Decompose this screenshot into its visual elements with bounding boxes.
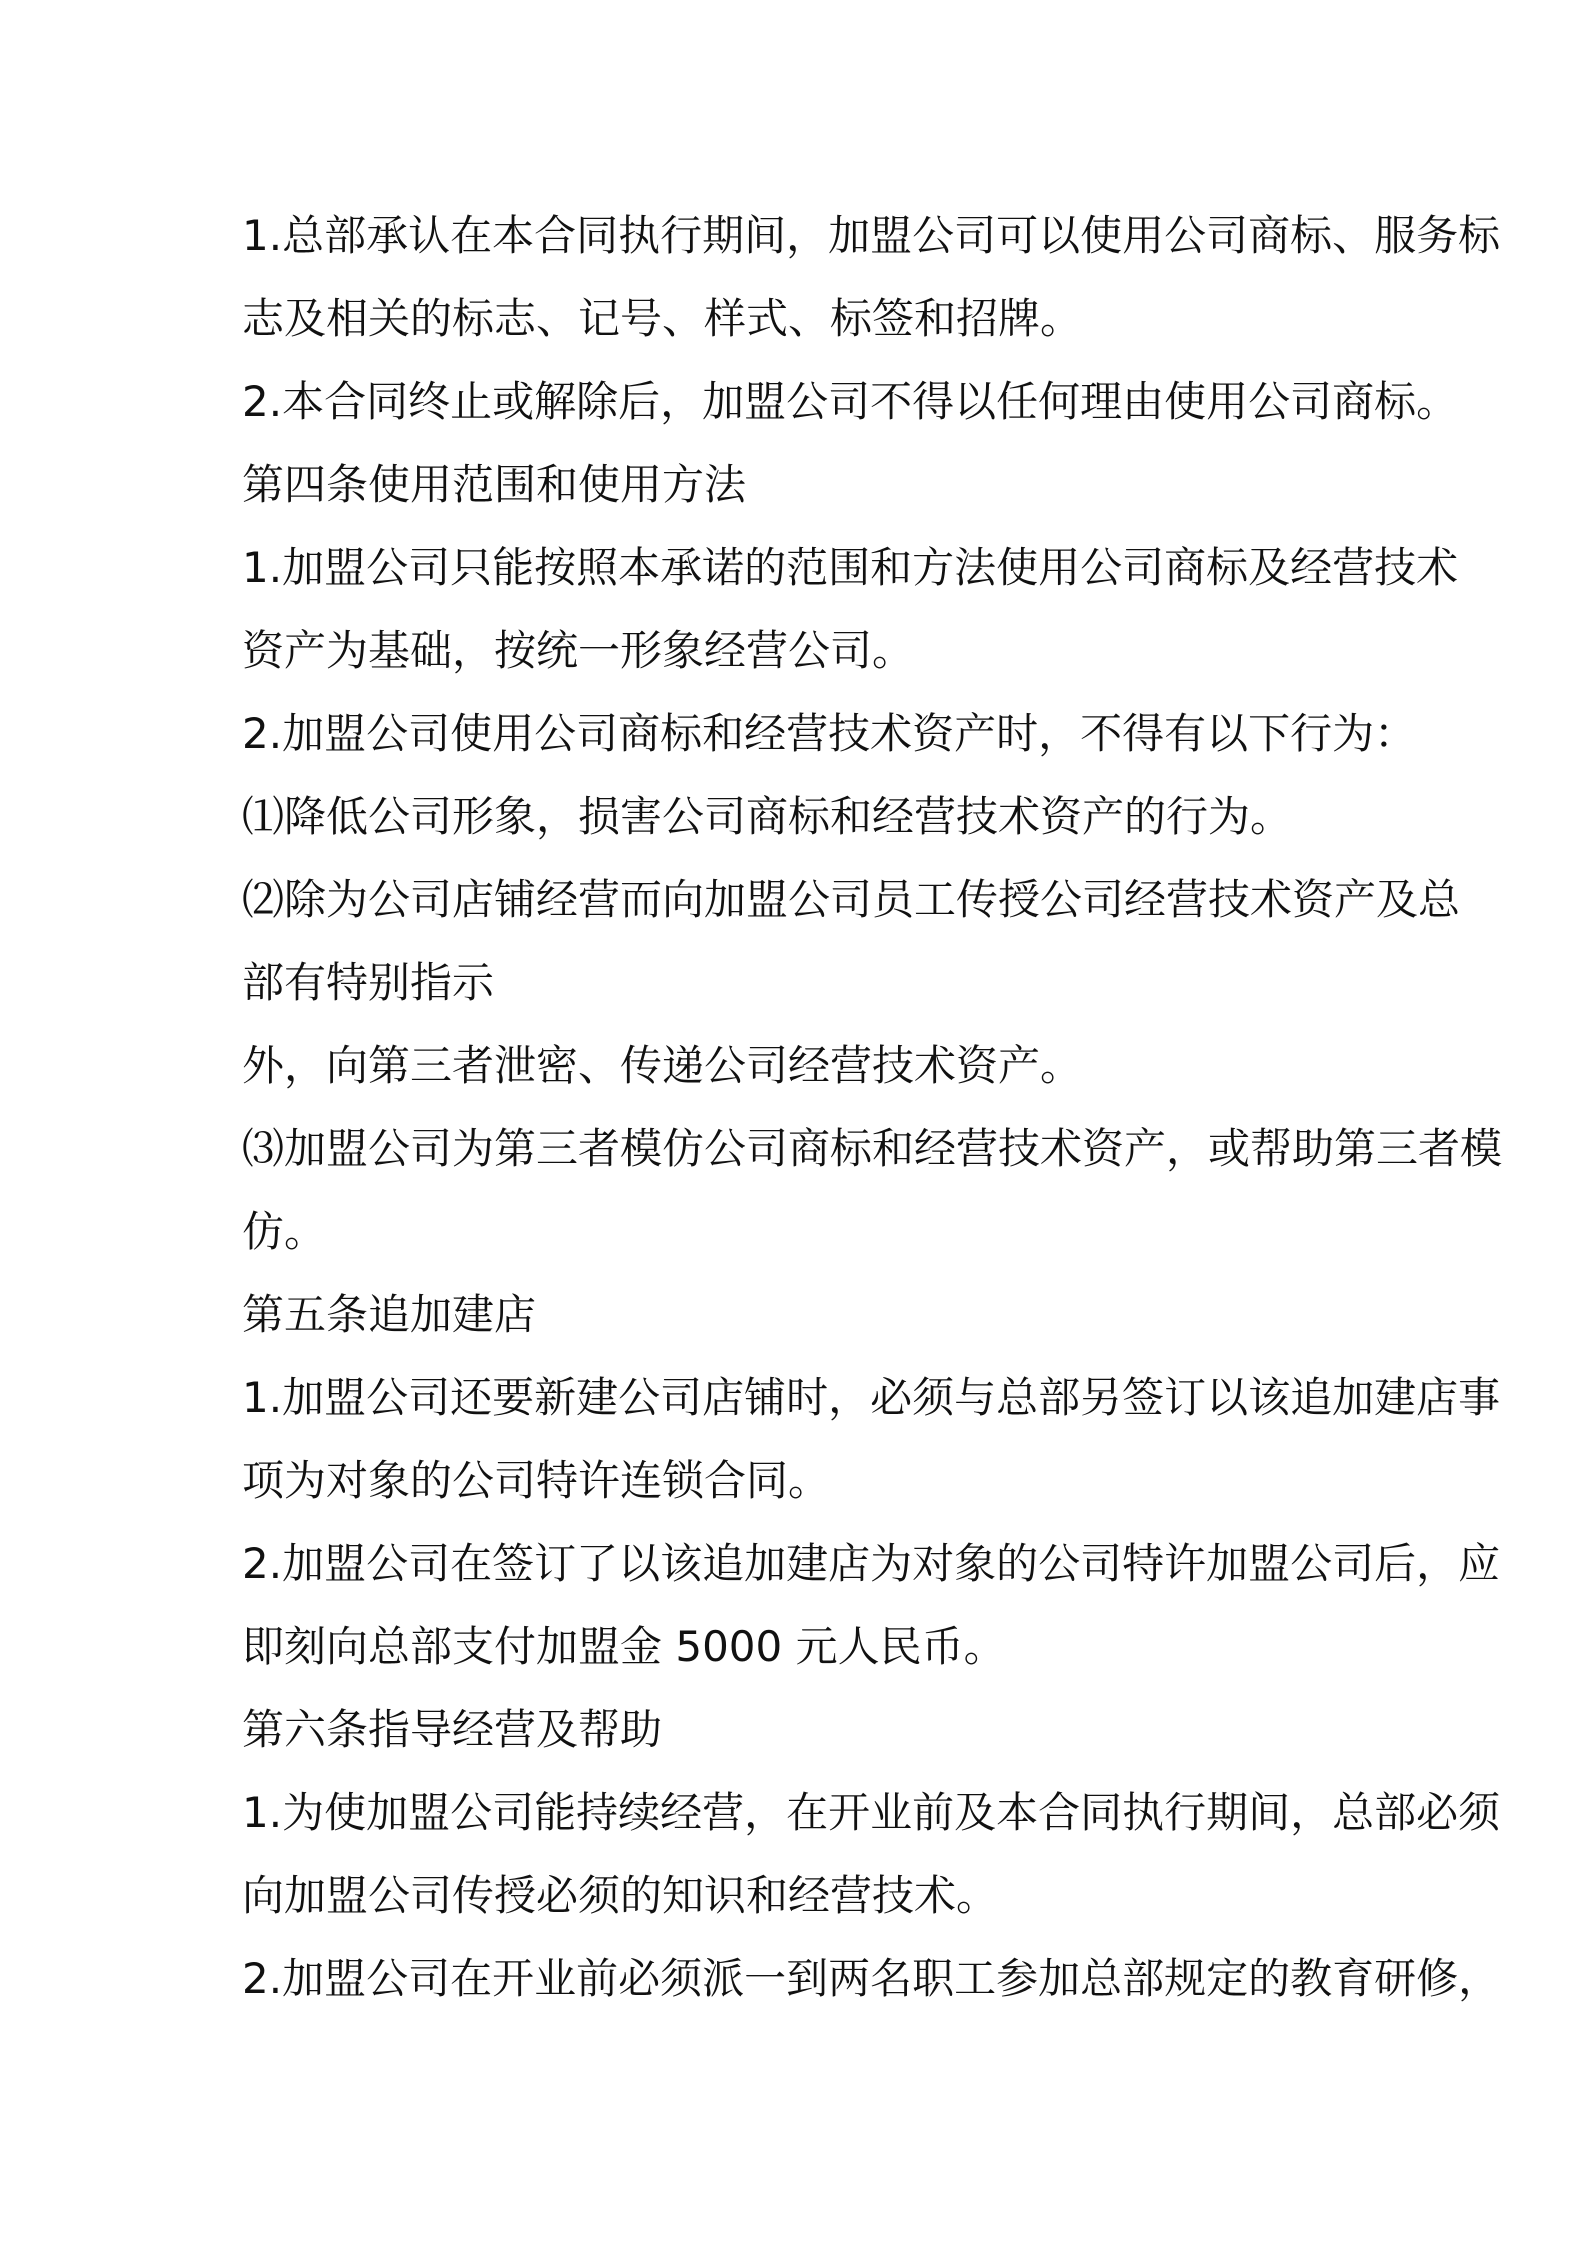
list-item-continuation: 即刻向总部支付加盟金 5000 元人民币。: [242, 1622, 1006, 1671]
list-item: 2.加盟公司使用公司商标和经营技术资产时，不得有以下行为：: [242, 709, 1417, 758]
clause-heading: 第四条使用范围和使用方法: [242, 460, 747, 509]
list-item: 1.加盟公司只能按照本承诺的范围和方法使用公司商标及经营技术: [242, 543, 1459, 592]
sub-list-item-continuation: 外，向第三者泄密、传递公司经营技术资产。: [242, 1041, 1083, 1090]
sub-list-item-continuation: 仿。: [242, 1207, 327, 1256]
list-item-continuation: 志及相关的标志、记号、样式、标签和招牌。: [242, 294, 1083, 343]
list-item: 1.总部承认在本合同执行期间，加盟公司可以使用公司商标、服务标: [242, 211, 1501, 260]
list-item: 2.加盟公司在签订了以该追加建店为对象的公司特许加盟公司后，应: [242, 1539, 1501, 1588]
list-item: 1.加盟公司还要新建公司店铺时，必须与总部另签订以该追加建店事: [242, 1373, 1501, 1422]
list-item-continuation: 项为对象的公司特许连锁合同。: [242, 1456, 831, 1505]
sub-list-item-continuation: 部有特别指示: [242, 958, 495, 1007]
sub-list-item: ⑴降低公司形象，损害公司商标和经营技术资产的行为。: [242, 792, 1293, 841]
clause-heading: 第六条指导经营及帮助: [242, 1705, 663, 1754]
list-item: 2.本合同终止或解除后，加盟公司不得以任何理由使用公司商标。: [242, 377, 1459, 426]
list-item: 1.为使加盟公司能持续经营，在开业前及本合同执行期间，总部必须: [242, 1788, 1501, 1837]
list-item-continuation: 资产为基础，按统一形象经营公司。: [242, 626, 915, 675]
list-item: 2.加盟公司在开业前必须派一到两名职工参加总部规定的教育研修，: [242, 1954, 1501, 2003]
clause-heading: 第五条追加建店: [242, 1290, 537, 1339]
list-item-continuation: 向加盟公司传授必须的知识和经营技术。: [242, 1871, 999, 1920]
contract-text-block: [242, 194, 1503, 2020]
sub-list-item: ⑶加盟公司为第三者模仿公司商标和经营技术资产，或帮助第三者模: [242, 1124, 1503, 1173]
sub-list-item: ⑵除为公司店铺经营而向加盟公司员工传授公司经营技术资产及总: [242, 875, 1461, 924]
